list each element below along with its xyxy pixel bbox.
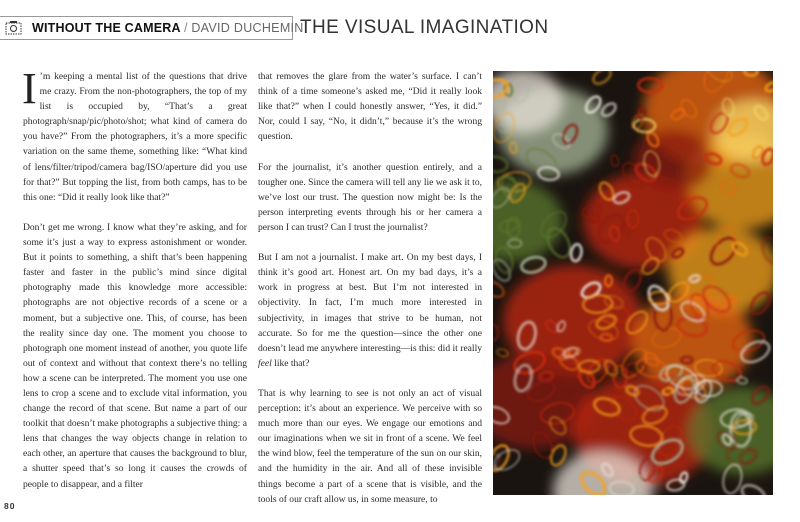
paragraph: that removes the glare from the water’s surface. I can’t think of a time someone’s asked me, “Did it really look like that?” when I could honestly answer, “Yes, it did.” Nor, could I say, “No, it didn’t,” because it’s the wrong question. <box>258 71 482 143</box>
paragraph: That is why learning to see is not only an act of visual perception: it’s about an experience. We perceive with so much more than our eyes. We engage our emotions and our imaginations when we sit in front of a scene. We feel the wind blow, feel the temperature of the sun on our skin, and the humidity in the air. And all of these invisible things become a part of a scene that is visible, and the tools of our craft allow us, in some measure, to <box>258 387 482 505</box>
paragraph: Don’t get me wrong. I know what they’re asking, and for some it’s just a way to express astonishment or wonder. But it points to something, a shift that’s been happening faster and faster in the public’s mind since digital photography made this knowledge more accessible: photographs are not objective records of a scene or a moment, but a subjective one. This, of course, has been the reality since day one. The moment you choose to photograph one moment instead of another, you quote life out of context and without that context there’s no telling how a scene can be interpreted. The moment you use one lens to crop a scene and to exclude vital information, you change the record of that scene. But name a part of our toolkit that doesn’t make photographs a subjective thing: a lens that changes the way objects change in relation to each other, an aperture that causes the background to blur, a shutter speed that’s so long it causes the crowds of people to disappear, and a filter <box>23 221 247 490</box>
paragraph: I ’m keeping a mental list of the questions that drive me crazy. From the non-photographers, the top of my list is occupied by, “That’s a great photograph/snap/pic/photo/shot; what kind of camera do you have?” From the photographers, it’s a more specific variation on the same theme, something like: “What kind of lens/filter/tripod/camera bag/ISO/aperture did you use for that?” But topping the list, from both camps, has to be this one: “Did it really look like that?” <box>22 64 247 203</box>
page-header <box>0 16 800 42</box>
paragraph: For the journalist, it’s another question entirely, and a tougher one. Since the camera will tell any lie we ask it to, we’ve lost our trust. The question now might be: Is the person interpreting events through his or her camera a person I can trust? Can I trust the journalist? <box>258 161 482 233</box>
drop-cap: I <box>22 64 37 113</box>
abstract-photograph <box>493 71 773 495</box>
photo-canvas <box>493 71 773 495</box>
text-column-middle <box>258 69 482 522</box>
camera-frame-icon <box>5 20 22 37</box>
series-title: WITHOUT THE CAMERA / DAVID DUCHEMIN <box>32 21 304 35</box>
series-title-box <box>0 16 304 40</box>
paragraph: But I am not a journalist. I make art. On my best days, I think it’s good art. Honest art. On my bad days, it’s a work in progress at best. But I’m not interested in objectivity. In fact, I’m much more interested in subjectivity, in images that strive to be human, not accurate. So for me the question—since the other one doesn’t lead me anywhere interesting—is this: did it really feel like that? <box>258 252 482 369</box>
emphasis: feel <box>258 357 272 369</box>
page-number: 80 <box>4 501 16 511</box>
title-separator: / <box>183 21 188 35</box>
chapter-title: THE VISUAL IMAGINATION <box>300 17 549 38</box>
color-wash <box>633 129 713 193</box>
text-column-left <box>22 64 247 507</box>
author-name: DAVID DUCHEMIN <box>191 21 304 35</box>
